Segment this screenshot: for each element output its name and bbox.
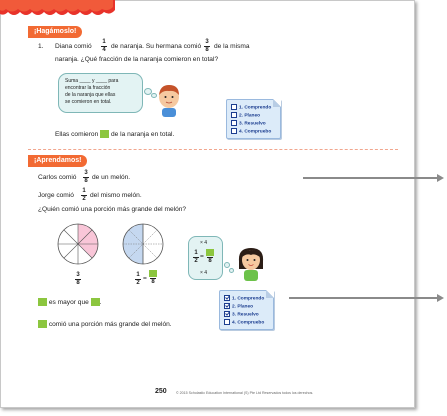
checklist-label: 3. Resuelvo (239, 121, 266, 127)
answer-box[interactable] (100, 130, 109, 138)
bubble-dot (224, 262, 230, 268)
equivalent-fraction-box (188, 236, 223, 280)
label-equals: = (143, 275, 147, 282)
arrow-head-bottom (437, 294, 444, 302)
checklist-item[interactable] (231, 104, 271, 110)
jorge-line-a: Jorge comió (38, 192, 74, 199)
fraction-numerator: 1 (102, 39, 106, 45)
fraction-numerator: 3 (76, 272, 80, 278)
fraction-numerator: 3 (84, 170, 88, 176)
fraction-denominator: 8 (151, 278, 155, 285)
fraction-carlos (83, 170, 89, 184)
checklist-label: 2. Planeo (239, 113, 261, 119)
compare-period: . (99, 298, 102, 306)
checkbox[interactable] (224, 319, 230, 325)
fraction-denominator: 8 (208, 257, 212, 264)
fraction-denominator: 2 (82, 195, 86, 202)
checkmark-icon (225, 311, 230, 316)
final-text: comió una porción más grande del melón. (48, 320, 172, 328)
problem-number: 1. (38, 43, 44, 50)
question-text: ¿Quién comió una porción más grande del melón? (38, 206, 187, 213)
fraction-numerator: 1 (136, 272, 140, 278)
fraction-numerator: 3 (205, 39, 209, 45)
checklist-label: 1. Comprendo (232, 296, 265, 302)
circle-three-eighths (56, 222, 100, 266)
label-blank-eighths (149, 270, 157, 285)
checklist-item[interactable] (224, 319, 264, 325)
checklist-item[interactable] (231, 128, 271, 134)
fraction-three-eighths (204, 39, 210, 53)
fraction-denominator: 8 (205, 46, 209, 53)
eq-sign: = (200, 253, 204, 260)
bubble-dot (229, 268, 234, 273)
checkbox[interactable] (231, 128, 237, 134)
multiply-bottom: × 4 (200, 270, 208, 276)
compare-line (38, 298, 101, 307)
section-tab-aprendamos: ¡Aprendamos! (28, 155, 87, 167)
checklist-item[interactable] (231, 120, 266, 126)
checkbox[interactable] (231, 104, 237, 110)
compare-text: es mayor que (48, 298, 89, 306)
arrow-head-top (437, 174, 444, 182)
hint-line: se comieron en total. (65, 99, 112, 105)
fraction-jorge (81, 188, 87, 202)
girl-avatar (236, 245, 266, 281)
checklist-label: 3. Resuelvo (232, 312, 259, 318)
checkbox[interactable] (231, 120, 237, 126)
boy-avatar (155, 83, 183, 117)
carlos-line-a: Carlos comió (38, 174, 77, 181)
checkbox-checked[interactable] (224, 311, 230, 317)
circle-one-half (121, 222, 165, 266)
page-curl (273, 99, 281, 107)
final-line (38, 320, 172, 329)
jorge-line-b: del mismo melón. (90, 192, 142, 199)
checklist-bottom (219, 290, 274, 330)
blank-numerator-box[interactable] (149, 270, 157, 277)
section-divider (28, 149, 398, 150)
fraction-denominator: 2 (136, 279, 140, 286)
eq-fraction-blank (206, 249, 214, 264)
multiply-top: × 4 (200, 240, 208, 246)
answer-line (55, 130, 174, 139)
checklist-top (226, 99, 281, 139)
problem-line2: naranja. ¿Qué fracción de la naranja comieron en total? (55, 56, 219, 63)
hint-line: encontrar la fracción (65, 85, 111, 91)
page-curl (266, 290, 274, 298)
fraction-numerator: 1 (194, 250, 198, 256)
label-one-half (135, 272, 141, 286)
checkmark-icon (225, 303, 230, 308)
section-tab-hagamoslo: ¡Hagámoslo! (28, 26, 82, 38)
fraction-one-fourth (101, 39, 107, 53)
eq-fraction-one-half (193, 250, 199, 264)
fraction-denominator: 8 (76, 279, 80, 286)
eq-blank-box[interactable] (206, 249, 214, 256)
carlos-line-b: de un melón. (92, 174, 131, 181)
fraction-numerator: 1 (82, 188, 86, 194)
hint-line: Suma ____ y ____ para (65, 78, 119, 84)
answer-text-a: Ellas comieron (55, 130, 99, 138)
final-name-box[interactable] (38, 320, 47, 328)
checklist-label: 1. Comprendo (239, 105, 272, 111)
arrow-line-top (303, 177, 437, 179)
problem-line1-b: de naranja. Su hermana comió (111, 43, 202, 50)
checklist-label: 4. Compruebo (239, 129, 272, 135)
checklist-label: 4. Compruebo (232, 320, 265, 326)
fraction-denominator: 4 (102, 46, 106, 53)
hint-line: de la naranja que ellas (65, 92, 116, 98)
fraction-denominator: 8 (84, 177, 88, 184)
checklist-item[interactable] (224, 303, 253, 309)
compare-box-right[interactable] (91, 298, 100, 306)
checkbox-checked[interactable] (224, 295, 230, 301)
page-number: 250 (155, 388, 167, 395)
scalloped-header (0, 0, 415, 22)
checklist-item[interactable] (224, 295, 264, 301)
checklist-label: 2. Planeo (232, 304, 254, 310)
problem-line1-a: Diana comió (55, 43, 92, 50)
checkbox-checked[interactable] (224, 303, 230, 309)
checkmark-icon (225, 295, 230, 300)
answer-text-b: de la naranja en total. (110, 130, 175, 138)
label-three-eighths (75, 272, 81, 286)
checklist-item[interactable] (224, 311, 259, 317)
compare-box-left[interactable] (38, 298, 47, 306)
fraction-denominator: 2 (194, 257, 198, 264)
checkbox[interactable] (231, 112, 237, 118)
arrow-line-bottom (289, 297, 437, 299)
checklist-item[interactable] (231, 112, 260, 118)
problem-line1-c: de la misma (214, 43, 250, 50)
copyright-text: © 2015 Scholastic Education International (S) Pte Ltd Reservados todos los derechos. (176, 391, 314, 395)
hint-bubble (58, 73, 143, 113)
